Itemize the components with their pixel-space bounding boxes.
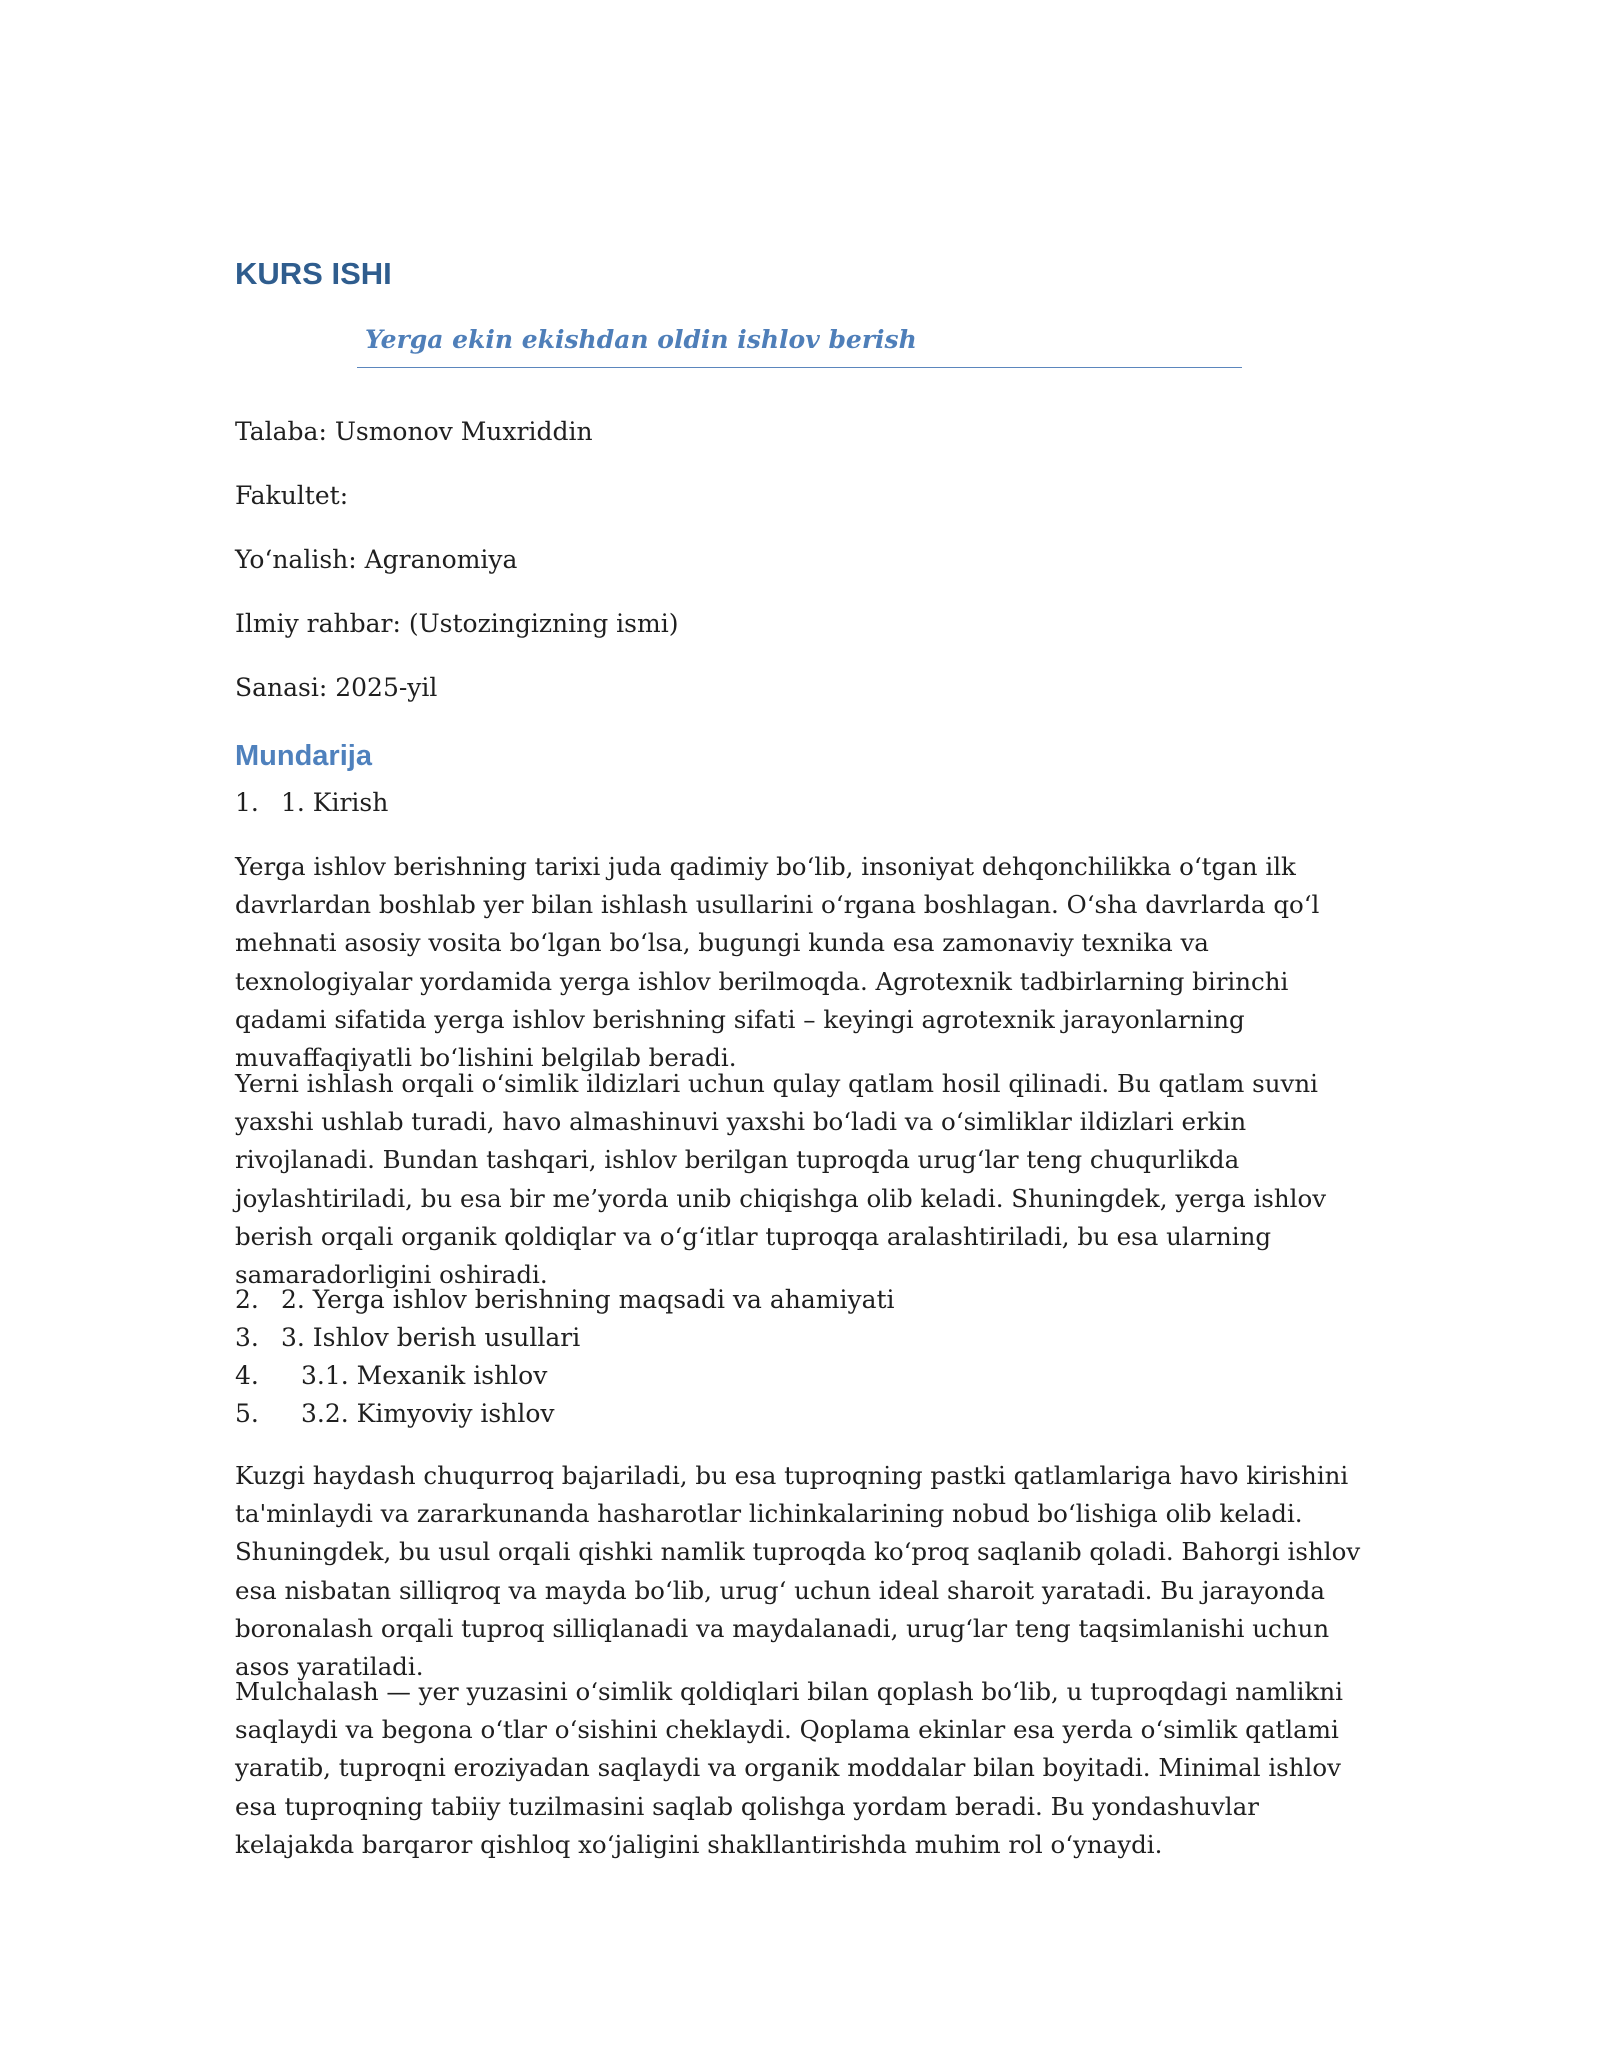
meta-date: Sanasi: 2025-yil [235,673,438,702]
toc-item-text: 1. Kirish [281,787,389,817]
toc-item-number: 5. [235,1398,259,1428]
paragraph-soil-layer: Yerni ishlash orqali o‘simlik ildizlari uchun qulay qatlam hosil qilinadi. Bu qatlam suvni yaxshi ushlab turadi, havo almashinuvi yaxshi bo‘ladi va o‘simliklar ildizlari erkin rivojlanadi. Bundan tashqari, ishlov berilgan tuproqda urug‘lar teng chuqurlikda joylashtiriladi, bu esa bir me’yorda unib chiqishga olib keladi. Shuningdek, yerga ishlov berish orqali organik qoldiqlar va o‘g‘itlar tuproqqa aralashtiriladi, bu esa ularning samaradorligini oshiradi. [235,1069,1327,1290]
toc-item-text: 3. Ishlov berish usullari [281,1322,581,1352]
meta-faculty: Fakultet: [235,481,349,510]
toc-item-number: 1. [235,787,259,817]
document-subtitle: Yerga ekin ekishdan oldin ishlov berish [365,325,917,354]
toc-item-number: 4. [235,1360,259,1390]
toc-item-text: 2. Yerga ishlov berishning maqsadi va ahamiyati [281,1284,895,1314]
toc-list-2 [235,1280,895,1432]
toc-item [235,1356,895,1394]
toc-item [235,1318,895,1356]
paragraph-history: Yerga ishlov berishning tarixi juda qadimiy bo‘lib, insoniyat dehqonchilikka o‘tgan ilk davrlardan boshlab yer bilan ishlash usullarini o‘rgana boshlagan. O‘sha davrlarda qo‘l mehnati asosiy vosita bo‘lgan bo‘lsa, bugungi kunda esa zamonaviy texnika va texnologiyalar yordamida yerga ishlov berilmoqda. Agrotexnik tadbirlarning birinchi qadami sifatida yerga ishlov berishning sifati – keyingi agrotexnik jarayonlarning muvaffaqiyatli bo‘lishini belgilab beradi. [235,852,1320,1073]
toc-item [235,783,388,821]
document-title: KURS ISHI [235,256,392,291]
toc-heading: Mundarija [235,740,372,772]
toc-item-number: 2. [235,1284,259,1314]
toc-item [235,1394,895,1432]
toc-list-1 [235,783,388,821]
meta-supervisor: Ilmiy rahbar: (Ustozingizning ismi) [235,609,679,638]
meta-direction: Yo‘nalish: Agranomiya [235,545,518,574]
toc-item-text: 3.2. Kimyoviy ishlov [301,1398,555,1428]
paragraph-autumn-plowing: Kuzgi haydash chuqurroq bajariladi, bu esa tuproqning pastki qatlamlariga havo kirishini ta'minlaydi va zararkunanda hasharotlar lichinkalarining nobud bo‘lishiga olib keladi. Shuningdek, bu usul orqali qishki namlik tuproqda ko‘proq saqlanib qoladi. Bahorgi ishlov esa nisbatan silliqroq va mayda bo‘lib, urug‘ uchun ideal sharoit yaratadi. Bu jarayonda boronalash orqali tuproq silliqlanadi va maydalanadi, urug‘lar teng taqsimlanishi uchun asos yaratiladi. [235,1461,1361,1682]
paragraph-mulching: Mulchalash — yer yuzasini o‘simlik qoldiqlari bilan qoplash bo‘lib, u tuproqdagi namlikni saqlaydi va begona o‘tlar o‘sishini cheklaydi. Qoplama ekinlar esa yerda o‘simlik qatlami yaratib, tuproqni eroziyadan saqlaydi va organik moddalar bilan boyitadi. Minimal ishlov esa tuproqning tabiiy tuzilmasini saqlab qolishga yordam beradi. Bu yondashuvlar kelajakda barqaror qishloq xo‘jaligini shakllantirishda muhim rol o‘ynaydi. [235,1677,1343,1859]
meta-student: Talaba: Usmonov Muxriddin [235,417,593,446]
toc-item-text: 3.1. Mexanik ishlov [301,1360,548,1390]
toc-item [235,1280,895,1318]
subtitle-block [357,325,1242,368]
toc-item-number: 3. [235,1322,259,1352]
